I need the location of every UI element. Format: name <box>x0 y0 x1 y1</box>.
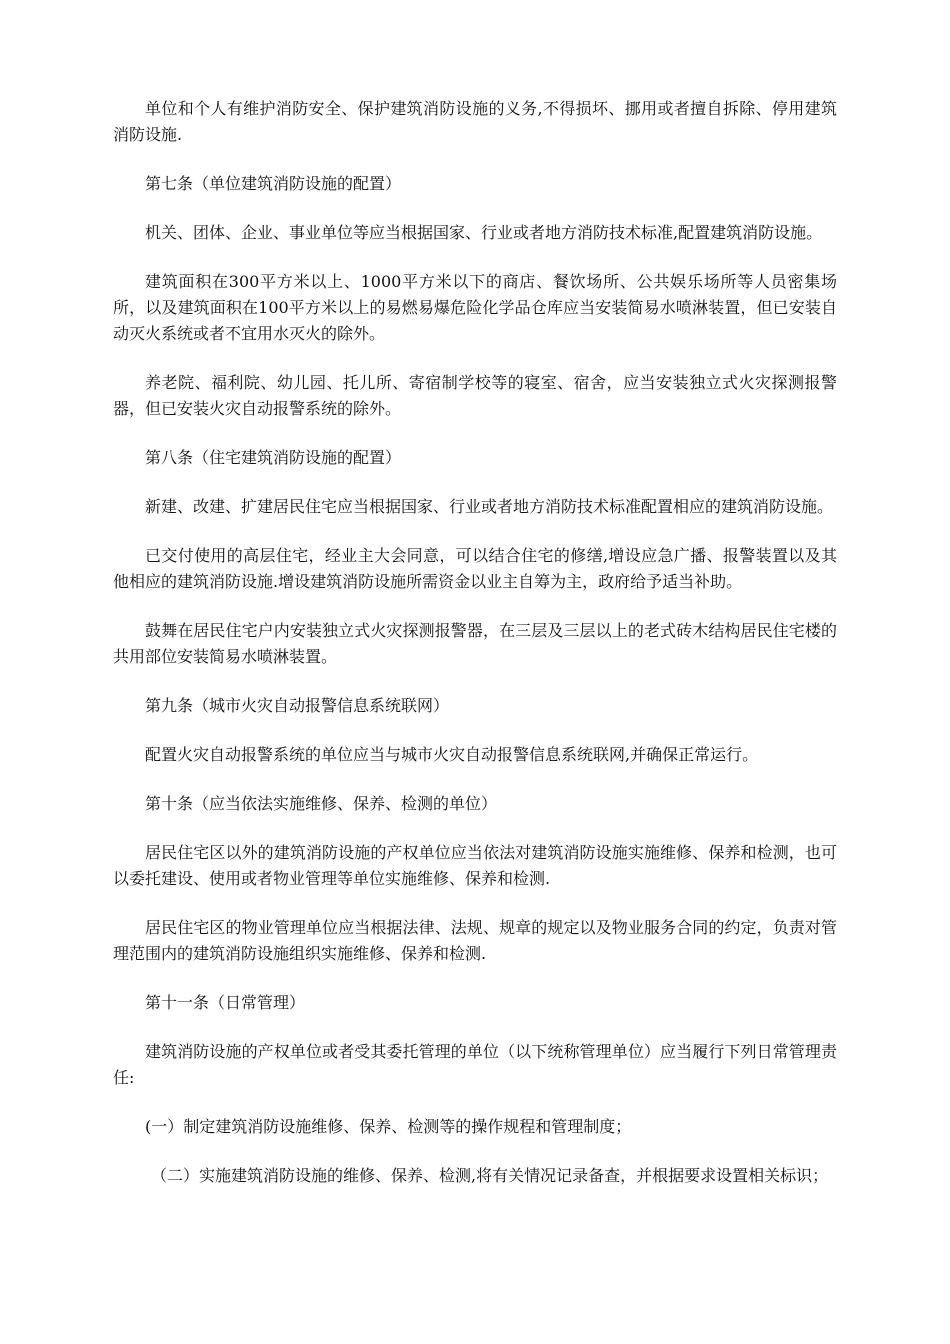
list-item-2: （二）实施建筑消防设施的维修、保养、检测,将有关情况记录备查，并根据要求设置相关标识； <box>151 1166 829 1185</box>
paragraph-property-owner-maintenance: 居民住宅区以外的建筑消防设施的产权单位应当依法对建筑消防设施实施维修、保养和检测，也可以委托建设、使用或者物业管理等单位实施维修、保养和检测. <box>113 843 837 888</box>
paragraph-unit-config: 机关、团体、企业、事业单位等应当根据国家、行业或者地方消防技术标准,配置建筑消防设施。 <box>145 223 823 242</box>
article-11-heading: 第十一条（日常管理） <box>145 993 306 1012</box>
paragraph-highrise-retrofit: 已交付使用的高层住宅，经业主大会同意，可以结合住宅的修缮,增设应急广播、报警装置以及其他相应的建筑消防设施.增设建筑消防设施所需资金以业主自筹为主，政府给予适当补助。 <box>113 546 837 591</box>
article-9-heading: 第九条（城市火灾自动报警信息系统联网） <box>145 696 450 715</box>
document-page <box>113 96 837 1212</box>
list-item-1: (一）制定建筑消防设施维修、保养、检测等的操作规程和管理制度； <box>145 1117 632 1136</box>
paragraph-encourage-detectors: 鼓舞在居民住宅户内安装独立式火灾探测报警器，在三层及三层以上的老式砖木结构居民住宅楼的共用部位安装简易水喷淋装置。 <box>113 621 837 666</box>
paragraph-property-management: 居民住宅区的物业管理单位应当根据法律、法规、规章的规定以及物业服务合同的约定，负责对管理范围内的建筑消防设施组织实施维修、保养和检测. <box>113 918 837 963</box>
paragraph-residential-config: 新建、改建、扩建居民住宅应当根据国家、行业或者地方消防技术标准配置相应的建筑消防设施。 <box>145 497 834 516</box>
paragraph-sprinkler-requirement: 建筑面积在300平方米以上、1000平方米以下的商店、餐饮场所、公共娱乐场所等人员密集场所，以及建筑面积在100平方米以上的易燃易爆危险化学品仓库应当安装简易水喷淋装置，但已安装自动灭火系统或者不宜用水灭火的除外。 <box>113 272 837 343</box>
paragraph-alarm-network: 配置火灾自动报警系统的单位应当与城市火灾自动报警信息系统联网,并确保正常运行。 <box>145 745 759 764</box>
paragraph-daily-management: 建筑消防设施的产权单位或者受其委托管理的单位（以下统称管理单位）应当履行下列日常管理责任: <box>113 1042 837 1087</box>
paragraph-obligation: 单位和个人有维护消防安全、保护建筑消防设施的义务,不得损坏、挪用或者擅自拆除、停用建筑消防设施. <box>113 99 837 144</box>
article-7-heading: 第七条（单位建筑消防设施的配置） <box>145 174 402 193</box>
article-8-heading: 第八条（住宅建筑消防设施的配置） <box>145 448 402 467</box>
article-10-heading: 第十条（应当依法实施维修、保养、检测的单位） <box>145 794 498 813</box>
paragraph-detector-requirement: 养老院、福利院、幼儿园、托儿所、寄宿制学校等的寝室、宿舍，应当安装独立式火灾探测报警器，但已安装火灾自动报警系统的除外。 <box>113 373 837 418</box>
